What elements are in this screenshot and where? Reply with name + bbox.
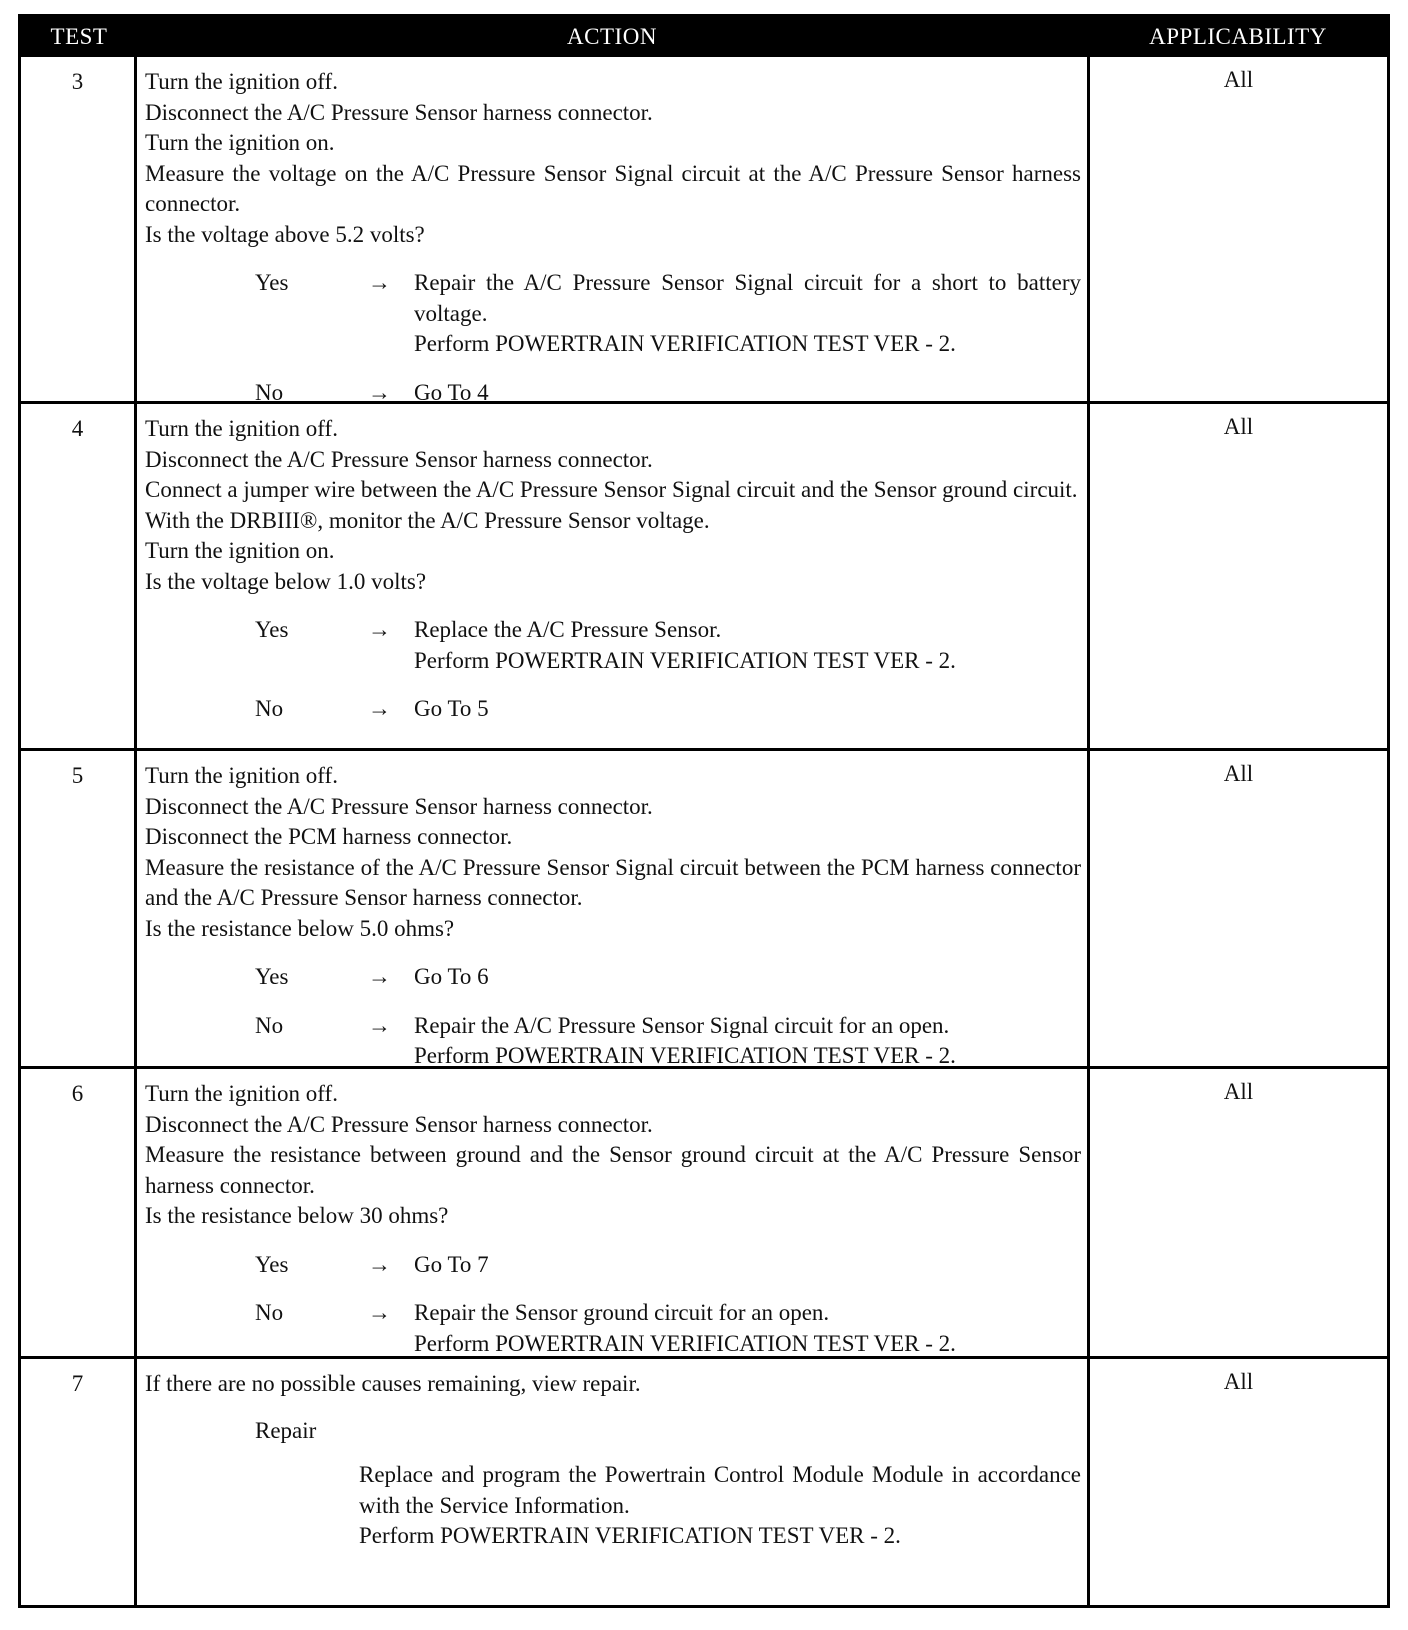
yes-branch (145, 268, 1081, 360)
step-text: Turn the ignition off. (145, 1081, 338, 1106)
arrow-icon: → (368, 1300, 391, 1325)
no-label: No (255, 1300, 284, 1325)
arrow-icon: → (368, 964, 391, 989)
result-text: Go To 6 (414, 964, 489, 989)
arrow-icon: → (368, 1012, 391, 1038)
result-text: Repair the A/C Pressure Sensor Signal circuit for a short to battery voltage. (414, 270, 1081, 326)
test-number: 6 (71, 1081, 84, 1106)
result-text: Repair the A/C Pressure Sensor Signal circuit for an open. (414, 1012, 950, 1038)
table-row-test-7 (21, 1356, 1387, 1605)
applicability-cell: All (1223, 414, 1254, 439)
step-text: Connect a jumper wire between the A/C Pressure Sensor Signal circuit and the Sensor ground circuit. (145, 477, 1078, 502)
step-text: Is the voltage below 1.0 volts? (145, 568, 427, 594)
diagnostic-table (18, 14, 1390, 1608)
step-text: Turn the ignition off. (145, 416, 338, 441)
step-text: Is the voltage above 5.2 volts? (145, 221, 425, 247)
table-row-test-3 (21, 57, 1387, 404)
arrow-icon: → (368, 617, 391, 642)
header-test: TEST (50, 24, 108, 49)
applicability-cell: All (1223, 1079, 1254, 1104)
table-row-test-6 (21, 1066, 1387, 1358)
header-action: ACTION (567, 24, 657, 49)
test-number: 4 (71, 416, 84, 441)
repair-text-line: Perform POWERTRAIN VERIFICATION TEST VER - 2. (359, 1523, 901, 1548)
result-text: Go To 4 (414, 379, 489, 405)
action-cell (145, 414, 1081, 725)
step-text: Disconnect the A/C Pressure Sensor harness connector. (145, 99, 653, 125)
step-text: With the DRBIII®, monitor the A/C Pressure Sensor voltage. (145, 507, 710, 533)
step-text: Disconnect the A/C Pressure Sensor harness connector. (145, 1111, 653, 1137)
applicability-cell: All (1223, 67, 1254, 92)
test-number: 5 (71, 763, 84, 788)
yes-label: Yes (255, 964, 289, 989)
result-text: Perform POWERTRAIN VERIFICATION TEST VER - 2. (414, 1043, 956, 1068)
step-text: Turn the ignition on. (145, 130, 335, 155)
result-text: Repair the Sensor ground circuit for an open. (414, 1300, 830, 1325)
step-text: Disconnect the A/C Pressure Sensor harness connector. (145, 793, 653, 819)
step-text: If there are no possible causes remaining, view repair. (145, 1371, 641, 1396)
result-text: Replace the A/C Pressure Sensor. (414, 617, 722, 642)
table-row-test-5 (21, 748, 1387, 1068)
no-label: No (255, 1012, 284, 1038)
test-number: 3 (71, 69, 84, 94)
step-text: Measure the resistance of the A/C Pressure Sensor Signal circuit between the PCM harness connector and the A/C Pressure Sensor harness connector. (145, 854, 1081, 910)
step-text: Is the resistance below 5.0 ohms? (145, 915, 455, 941)
arrow-icon: → (368, 379, 391, 405)
result-text: Perform POWERTRAIN VERIFICATION TEST VER - 2. (414, 331, 956, 356)
no-branch (145, 694, 1081, 725)
action-cell (145, 1079, 1081, 1359)
no-branch (145, 1298, 1081, 1359)
action-cell (145, 1369, 1081, 1552)
repair-text-line: Replace and program the Powertrain Control Module Module in accordance with the Service Information. (359, 1462, 1081, 1518)
repair-text (145, 1460, 1081, 1552)
step-text: Turn the ignition off. (145, 69, 338, 94)
step-text: Turn the ignition on. (145, 538, 335, 563)
table-row-test-4 (21, 401, 1387, 750)
no-label: No (255, 696, 284, 721)
yes-label: Yes (255, 270, 289, 295)
yes-branch (145, 615, 1081, 676)
action-cell (145, 761, 1081, 1072)
arrow-icon: → (368, 696, 391, 721)
repair-label: Repair (255, 1417, 317, 1443)
test-number: 7 (71, 1371, 84, 1396)
no-label: No (255, 379, 284, 405)
arrow-icon: → (368, 1251, 391, 1277)
step-text: Is the resistance below 30 ohms? (145, 1203, 449, 1228)
no-branch (145, 1011, 1081, 1072)
result-text: Perform POWERTRAIN VERIFICATION TEST VER - 2. (414, 647, 956, 673)
yes-label: Yes (255, 617, 289, 642)
yes-branch (145, 962, 1081, 993)
action-cell (145, 67, 1081, 408)
result-text: Perform POWERTRAIN VERIFICATION TEST VER - 2. (414, 1330, 956, 1356)
step-text: Turn the ignition off. (145, 763, 338, 788)
step-text: Measure the voltage on the A/C Pressure Sensor Signal circuit at the A/C Pressure Sensor harness connector. (145, 160, 1081, 216)
header-applicability: APPLICABILITY (1149, 24, 1327, 49)
applicability-cell: All (1223, 761, 1254, 786)
step-text: Disconnect the PCM harness connector. (145, 824, 513, 849)
step-text: Measure the resistance between ground and the Sensor ground circuit at the A/C Pressure Sensor harness connector. (145, 1142, 1081, 1198)
step-text: Disconnect the A/C Pressure Sensor harness connector. (145, 446, 653, 472)
result-text: Go To 5 (414, 696, 489, 721)
yes-branch (145, 1250, 1081, 1281)
arrow-icon: → (368, 270, 391, 295)
result-text: Go To 7 (414, 1251, 489, 1277)
yes-label: Yes (255, 1251, 289, 1277)
applicability-cell: All (1223, 1369, 1254, 1394)
